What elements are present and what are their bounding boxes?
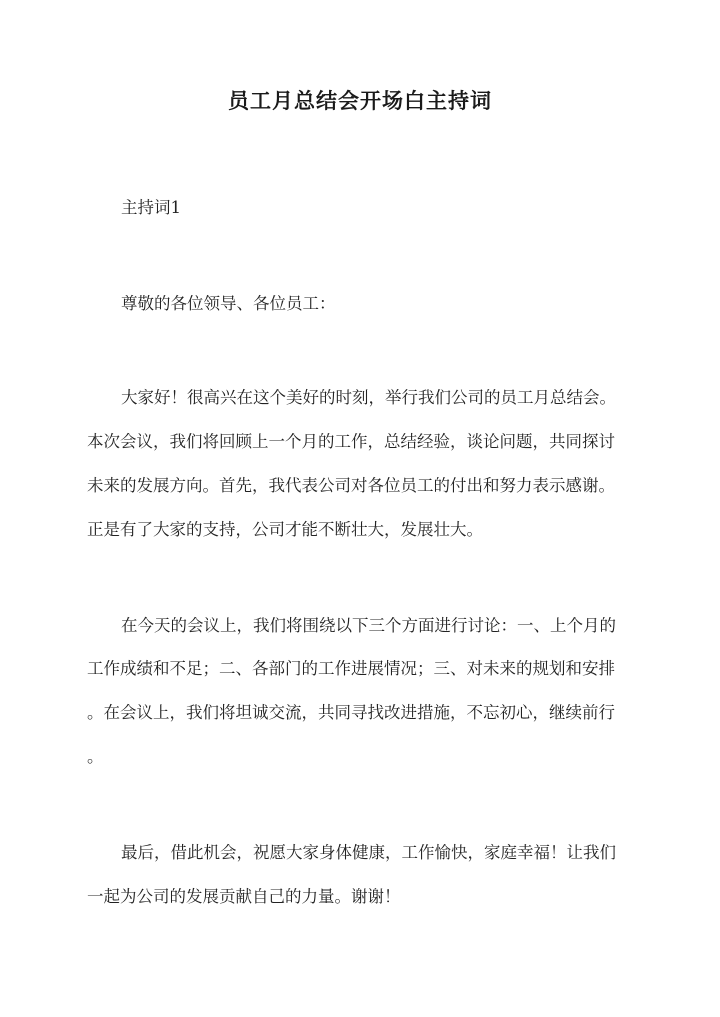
paragraph-2-line-4: 。: [87, 747, 104, 766]
document-title: 员工月总结会开场白主持词: [228, 88, 492, 113]
host-heading: 主持词1: [121, 198, 181, 217]
paragraph-1-line-2: 本次会议，我们将回顾上一个月的工作，总结经验，谈论问题，共同探讨: [87, 432, 615, 451]
paragraph-1-line-4: 正是有了大家的支持，公司才能不断壮大，发展壮大。: [87, 520, 483, 539]
paragraph-3-line-2: 一起为公司的发展贡献自己的力量。谢谢！: [87, 887, 401, 906]
paragraph-1-line-1: 大家好！很高兴在这个美好的时刻，举行我们公司的员工月总结会。: [121, 388, 616, 407]
paragraph-1-line-3: 未来的发展方向。首先，我代表公司对各位员工的付出和努力表示感谢。: [87, 476, 615, 495]
paragraph-2-line-3: 。在会议上，我们将坦诚交流，共同寻找改进措施，不忘初心，继续前行: [87, 703, 615, 722]
salutation: 尊敬的各位领导、各位员工：: [121, 294, 336, 313]
paragraph-3-line-1: 最后，借此机会，祝愿大家身体健康，工作愉快，家庭幸福！让我们: [121, 843, 616, 862]
paragraph-2-line-1: 在今天的会议上，我们将围绕以下三个方面进行讨论：一、上个月的: [121, 616, 616, 635]
paragraph-2-line-2: 工作成绩和不足；二、各部门的工作进展情况；三、对未来的规划和安排: [87, 659, 615, 678]
